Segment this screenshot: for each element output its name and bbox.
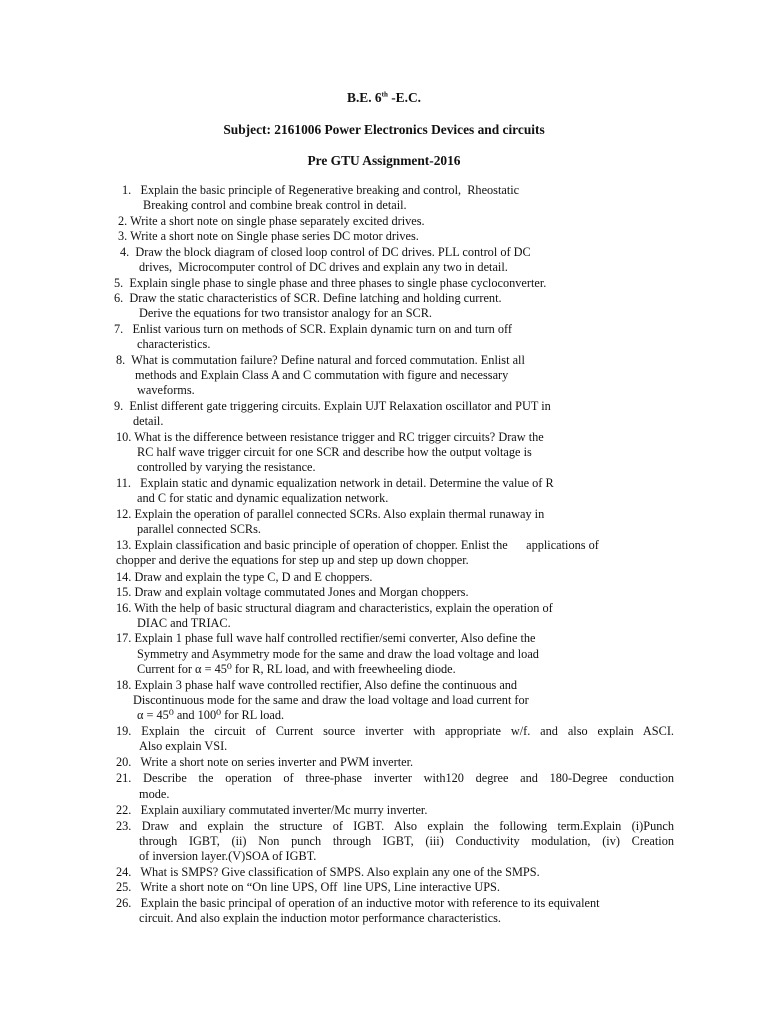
question-26-line-1: 26. Explain the basic principal of operation of an inductive motor with reference to its equivalent bbox=[116, 896, 600, 910]
subject-heading: Subject: 2161006 Power Electronics Devices and circuits bbox=[223, 122, 545, 137]
question-1-line-1: 1. Explain the basic principle of Regenerative breaking and control, Rheostatic bbox=[122, 183, 520, 197]
question-18-line-2: Discontinuous mode for the same and draw the load voltage and load current for bbox=[133, 693, 529, 707]
question-8-line-1: 8. What is commutation failure? Define natural and forced commutation. Enlist all bbox=[116, 353, 525, 367]
question-6-line-1: 6. Draw the static characteristics of SCR. Define latching and holding current. bbox=[114, 291, 502, 305]
question-18-line-1: 18. Explain 3 phase half wave controlled rectifier, Also define the continuous and bbox=[116, 678, 518, 692]
question-21-line-2: mode. bbox=[139, 787, 170, 801]
question-17-line-2: Symmetry and Asymmetry mode for the same and draw the load voltage and load bbox=[137, 647, 539, 661]
question-3-line-1: 3. Write a short note on Single phase series DC motor drives. bbox=[118, 229, 419, 243]
question-17-line-1: 17. Explain 1 phase full wave half controlled rectifier/semi converter, Also define the bbox=[116, 631, 536, 645]
question-4-line-2: drives, Microcomputer control of DC drives and explain any two in detail. bbox=[139, 260, 508, 274]
question-7-line-2: characteristics. bbox=[137, 337, 211, 351]
question-8-line-2: methods and Explain Class A and C commutation with figure and necessary bbox=[135, 368, 509, 382]
assignment-heading: Pre GTU Assignment-2016 bbox=[307, 153, 461, 168]
course-branch: -E.C. bbox=[387, 90, 421, 105]
question-15-line-1: 15. Draw and explain voltage commutated Jones and Morgan choppers. bbox=[116, 585, 469, 599]
question-2-line-1: 2. Write a short note on single phase separately excited drives. bbox=[118, 214, 425, 228]
question-25-line-1: 25. Write a short note on “On line UPS, Off line UPS, Line interactive UPS. bbox=[116, 880, 500, 894]
question-9-line-1: 9. Enlist different gate triggering circuits. Explain UJT Relaxation oscillator and PUT in bbox=[114, 399, 551, 413]
question-21-line-1: 21. Describe the operation of three-phase inverter with120 degree and 180-Degree conduction bbox=[116, 771, 674, 785]
question-10-line-1: 10. What is the difference between resistance trigger and RC trigger circuits? Draw the bbox=[116, 430, 544, 444]
question-14-line-1: 14. Draw and explain the type C, D and E choppers. bbox=[116, 570, 373, 584]
question-24-line-1: 24. What is SMPS? Give classification of SMPS. Also explain any one of the SMPS. bbox=[116, 865, 540, 879]
question-12-line-1: 12. Explain the operation of parallel connected SCRs. Also explain thermal runaway in bbox=[116, 507, 545, 521]
question-4-line-1: 4. Draw the block diagram of closed loop control of DC drives. PLL control of DC bbox=[120, 245, 531, 259]
question-11-line-1: 11. Explain static and dynamic equalization network in detail. Determine the value of R bbox=[116, 476, 554, 490]
question-13-line-1: 13. Explain classification and basic principle of operation of chopper. Enlist the applications of bbox=[116, 538, 599, 552]
question-8-line-3: waveforms. bbox=[137, 383, 195, 397]
question-6-line-2: Derive the equations for two transistor analogy for an SCR. bbox=[139, 306, 433, 320]
question-23-line-3: of inversion layer.(V)SOA of IGBT. bbox=[139, 849, 317, 863]
question-20-line-1: 20. Write a short note on series inverter and PWM inverter. bbox=[116, 755, 414, 769]
question-22-line-1: 22. Explain auxiliary commutated inverter/Mc murry inverter. bbox=[116, 803, 428, 817]
course-name: B.E. 6 bbox=[347, 90, 382, 105]
question-16-line-1: 16. With the help of basic structural diagram and characteristics, explain the operation of bbox=[116, 601, 553, 615]
question-11-line-2: and C for static and dynamic equalization network. bbox=[137, 491, 389, 505]
question-10-line-3: controlled by varying the resistance. bbox=[137, 460, 316, 474]
question-19-line-1: 19. Explain the circuit of Current source inverter with appropriate w/f. and also explain ASCI. bbox=[116, 724, 674, 738]
question-13-line-2: chopper and derive the equations for step up and step up down chopper. bbox=[116, 553, 469, 567]
question-1-line-2: Breaking control and combine break control in detail. bbox=[143, 198, 407, 212]
question-26-line-2: circuit. And also explain the induction motor performance characteristics. bbox=[139, 911, 501, 925]
question-5-line-1: 5. Explain single phase to single phase and three phases to single phase cycloconverter. bbox=[114, 276, 547, 290]
question-16-line-2: DIAC and TRIAC. bbox=[137, 616, 231, 630]
question-18-line-3: α = 45⁰ and 100⁰ for RL load. bbox=[137, 708, 285, 722]
question-10-line-2: RC half wave trigger circuit for one SCR and describe how the output voltage is bbox=[137, 445, 532, 459]
question-12-line-2: parallel connected SCRs. bbox=[137, 522, 261, 536]
question-23-line-1: 23. Draw and explain the structure of IGBT. Also explain the following term.Explain (i)Punch bbox=[116, 819, 674, 833]
course-heading bbox=[0, 90, 768, 106]
question-9-line-2: detail. bbox=[133, 414, 164, 428]
question-17-line-3: Current for α = 45⁰ for R, RL load, and with freewheeling diode. bbox=[137, 662, 456, 676]
question-19-line-2: Also explain VSI. bbox=[139, 739, 228, 753]
question-7-line-1: 7. Enlist various turn on methods of SCR. Explain dynamic turn on and turn off bbox=[114, 322, 513, 336]
course-superscript: th bbox=[381, 90, 388, 99]
question-23-line-2: through IGBT, (ii) Non punch through IGBT, (iii) Conductivity modulation, (iv) Creation bbox=[139, 834, 674, 848]
